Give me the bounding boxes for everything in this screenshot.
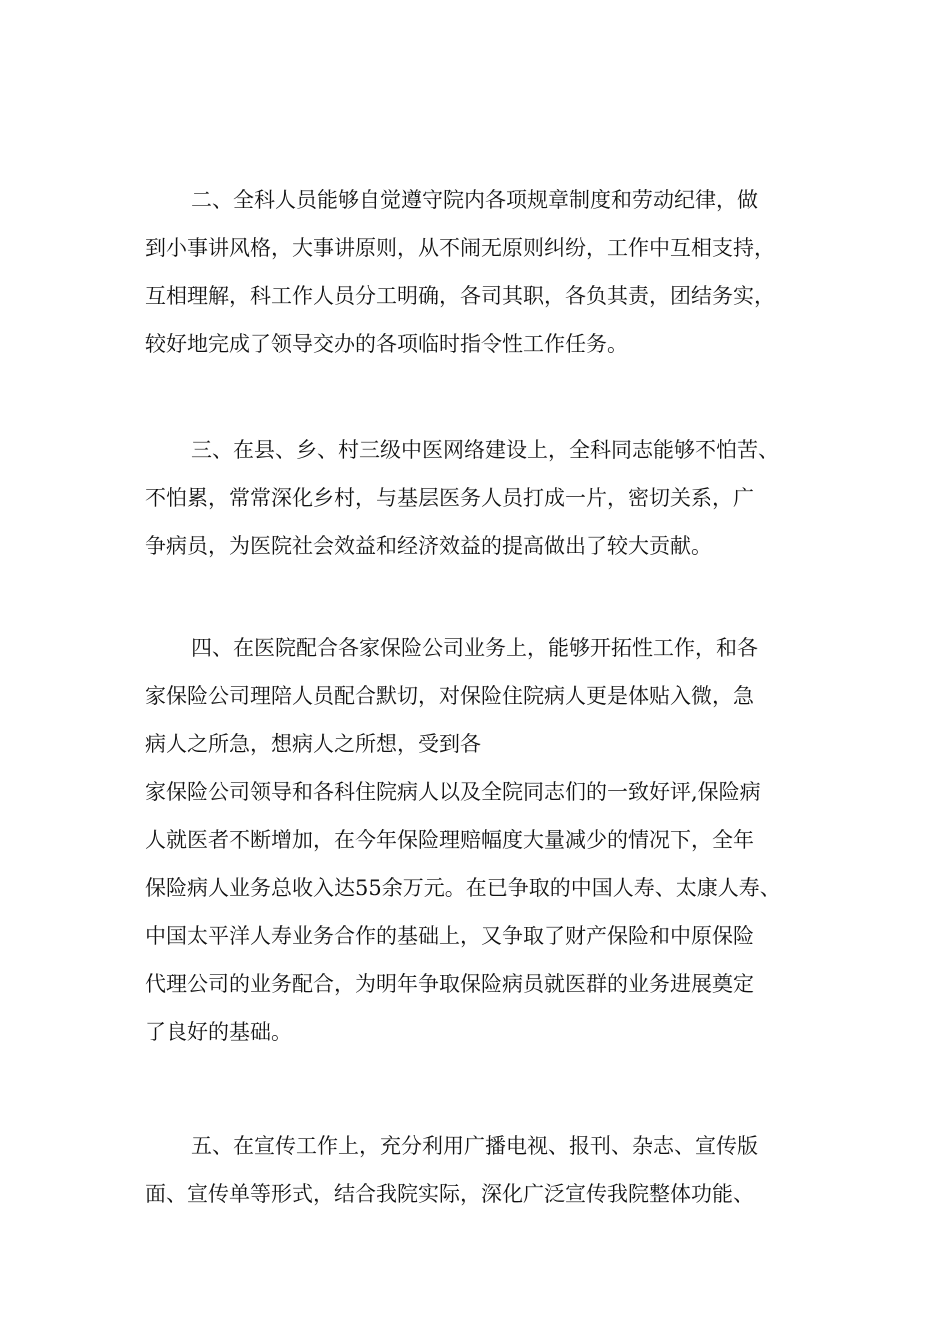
paragraph-line: 四、在医院配合各家保险公司业务上，能够开拓性工作，和各	[191, 636, 758, 660]
paragraph-line: 二、全科人员能够自觉遵守院内各项规章制度和劳动纪律，做	[191, 188, 758, 212]
paragraph-line: 保险病人业务总收入达55余万元。在已争取的中国人寿、太康人寿、	[145, 876, 781, 900]
paragraph-line: 面、宣传单等形式，结合我院实际，深化广泛宣传我院整体功能、	[145, 1182, 754, 1206]
paragraph-4	[145, 624, 810, 1056]
paragraph-3	[145, 426, 810, 570]
paragraph-line: 争病员，为医院社会效益和经济效益的提高做出了较大贡献。	[145, 534, 712, 558]
paragraph-line: 不怕累，常常深化乡村，与基层医务人员打成一片，密切关系，广	[145, 486, 754, 510]
paragraph-line: 三、在县、乡、村三级中医网络建设上，全科同志能够不怕苦、	[191, 438, 779, 462]
paragraph-line: 家保险公司领导和各科住院病人以及全院同志们的一致好评,保险病	[145, 780, 761, 804]
paragraph-line: 五、在宣传工作上，充分利用广播电视、报刊、杂志、宣传版	[191, 1134, 758, 1158]
paragraph-2	[145, 176, 810, 368]
paragraph-line: 互相理解，科工作人员分工明确，各司其职，各负其责，团结务实，	[145, 284, 775, 308]
paragraph-line: 中国太平洋人寿业务合作的基础上，又争取了财产保险和中原保险	[145, 924, 754, 948]
paragraph-line: 代理公司的业务配合，为明年争取保险病员就医群的业务进展奠定	[145, 972, 754, 996]
paragraph-5	[145, 1122, 810, 1218]
paragraph-line: 人就医者不断增加，在今年保险理赔幅度大量减少的情况下，全年	[145, 828, 754, 852]
paragraph-line: 到小事讲风格，大事讲原则，从不闹无原则纠纷，工作中互相支持，	[145, 236, 775, 260]
paragraph-line: 病人之所急，想病人之所想，受到各	[145, 732, 481, 756]
paragraph-line: 家保险公司理陪人员配合默切，对保险住院病人更是体贴入微，急	[145, 684, 754, 708]
paragraph-line: 较好地完成了领导交办的各项临时指令性工作任务。	[145, 332, 628, 356]
paragraph-line: 了良好的基础。	[145, 1020, 292, 1044]
